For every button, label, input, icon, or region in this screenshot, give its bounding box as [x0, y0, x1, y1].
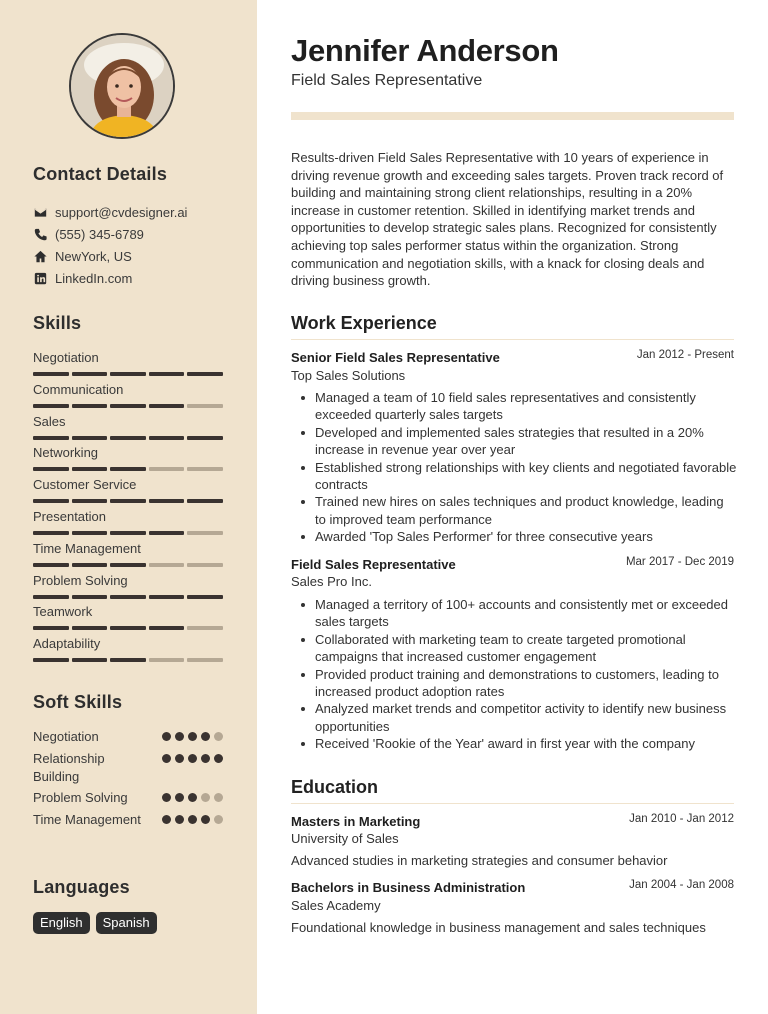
job-company: Top Sales Solutions	[291, 368, 406, 383]
languages-list	[33, 912, 157, 934]
skill-level-bar	[33, 467, 223, 471]
skill-level-segment	[187, 626, 223, 630]
skill-level-segment	[110, 372, 146, 376]
contact-location-text: NewYork, US	[55, 248, 132, 264]
contact-email[interactable]	[33, 203, 187, 221]
rating-dot	[188, 793, 197, 802]
soft-skill-item	[33, 728, 223, 746]
sidebar	[0, 0, 257, 1014]
skill-level-bar	[33, 372, 223, 376]
skill-level-segment	[72, 372, 108, 376]
education-section-title: Education	[291, 777, 379, 797]
skill-name: Presentation	[33, 509, 106, 524]
skill-level-segment	[187, 499, 223, 503]
skill-name: Networking	[33, 445, 99, 461]
skill-level-segment	[149, 626, 185, 630]
phone-icon	[33, 227, 47, 241]
skill-item	[33, 636, 223, 662]
skill-level-segment	[33, 404, 69, 408]
education-school: University of Sales	[291, 831, 399, 846]
skill-level-segment	[33, 436, 69, 440]
job-company: Sales Pro Inc.	[291, 574, 372, 589]
skill-level-segment	[149, 467, 185, 471]
soft-skill-rating	[162, 732, 223, 746]
skill-level-segment	[33, 563, 69, 567]
envelope-icon	[33, 205, 47, 219]
skill-level-segment	[33, 372, 69, 376]
skill-level-segment	[72, 436, 108, 440]
skill-level-segment	[33, 531, 69, 535]
skill-level-segment	[149, 531, 185, 535]
work-section-title: Work Experience	[291, 313, 437, 333]
job-title: Senior Field Sales Representative	[291, 350, 500, 365]
rating-dot	[201, 793, 210, 802]
skill-name: Sales	[33, 413, 66, 429]
skill-level-segment	[187, 658, 223, 662]
job-bullets	[315, 596, 737, 753]
education-school: Sales Academy	[291, 898, 381, 913]
skill-name: Problem Solving	[33, 572, 128, 588]
skill-name: Adaptability	[33, 636, 101, 652]
rating-dot	[162, 754, 171, 763]
soft-skill-name: Relationship Building	[33, 751, 105, 784]
skill-level-segment	[149, 595, 185, 599]
skill-level-segment	[72, 626, 108, 630]
list-item: Awarded 'Top Sales Performer' for three consecutive years	[315, 528, 737, 545]
contact-phone[interactable]	[33, 225, 144, 243]
rating-dot	[201, 732, 210, 741]
list-item: Collaborated with marketing team to create targeted promotional campaigns that increased customer engagement	[315, 631, 737, 666]
skills-section-title: Skills	[33, 313, 82, 333]
soft-skill-name: Time Management	[33, 812, 141, 827]
rating-dot	[188, 754, 197, 763]
education-divider	[291, 803, 734, 804]
skill-level-bar	[33, 626, 223, 630]
skill-level-segment	[72, 595, 108, 599]
list-item: Established strong relationships with key clients and negotiated favorable contracts	[315, 459, 737, 493]
skill-level-bar	[33, 531, 223, 535]
language-badge: Spanish	[96, 912, 157, 934]
skill-item	[33, 445, 223, 471]
list-item: Managed a team of 10 field sales representatives and consistently exceeded quarterly sales targets	[315, 389, 737, 424]
skill-item	[33, 509, 223, 535]
skill-item	[33, 414, 223, 440]
header-divider	[291, 112, 734, 120]
language-badge: English	[33, 912, 90, 934]
skill-item	[33, 350, 223, 376]
person-portrait-icon	[71, 35, 175, 139]
skill-item	[33, 541, 223, 567]
rating-dot	[188, 815, 197, 824]
soft-skill-item	[33, 811, 223, 829]
skill-level-segment	[149, 404, 185, 408]
skill-level-segment	[149, 499, 185, 503]
job-title: Field Sales Representative	[291, 557, 456, 572]
job-date: Mar 2017 - Dec 2019	[625, 556, 734, 568]
skill-level-segment	[149, 563, 185, 567]
rating-dot	[175, 732, 184, 741]
soft-skill-name: Problem Solving	[33, 790, 128, 805]
skill-level-segment	[33, 595, 69, 599]
skill-level-segment	[72, 404, 108, 408]
skill-item	[33, 573, 223, 599]
main-content	[257, 0, 768, 1014]
skill-name: Teamwork	[33, 604, 93, 620]
summary-text: Results-driven Field Sales Representative with 10 years of experience in driving revenue growth and exceeding sales targets. Proven track record of building and maintaining strong client relationships, resulting in a 20% increase in customer retention. Skilled in identifying market trends and opportunities to develop strategic sales plans. Recognized for consistently achieving top sales performer status within the organization. Strong communication and negotiation skills, with a knack for closing deals and driving business growth.	[291, 150, 724, 289]
skill-level-segment	[149, 436, 185, 440]
contact-email-text: support@cvdesigner.ai	[55, 204, 188, 220]
soft-skill-item	[33, 789, 223, 807]
skill-level-segment	[110, 404, 146, 408]
skill-name: Negotiation	[33, 350, 99, 365]
education-degree: Masters in Marketing	[291, 814, 421, 829]
skill-level-segment	[187, 467, 223, 471]
languages-section-title: Languages	[33, 877, 130, 897]
soft-skill-name: Negotiation	[33, 729, 99, 744]
skill-level-segment	[33, 626, 69, 630]
skill-level-segment	[187, 404, 223, 408]
linkedin-icon	[33, 271, 47, 285]
skill-level-bar	[33, 595, 223, 599]
skill-level-segment	[110, 658, 146, 662]
list-item: Trained new hires on sales techniques and product knowledge, leading to improved team performance	[315, 493, 737, 528]
soft-skill-item	[33, 750, 223, 786]
skill-name: Communication	[33, 381, 124, 397]
skill-level-segment	[72, 499, 108, 503]
skill-level-segment	[110, 436, 146, 440]
skill-level-segment	[72, 467, 108, 471]
education-degree: Bachelors in Business Administration	[291, 880, 526, 895]
contact-section-title: Contact Details	[33, 164, 168, 184]
skill-level-bar	[33, 436, 223, 440]
skill-item	[33, 604, 223, 630]
skill-item	[33, 382, 223, 408]
education-description: Foundational knowledge in business management and sales techniques	[291, 920, 706, 935]
skill-level-segment	[149, 372, 185, 376]
skill-level-segment	[110, 626, 146, 630]
soft-skill-rating	[162, 754, 223, 786]
skill-level-bar	[33, 499, 223, 503]
soft-skill-rating	[162, 793, 223, 807]
skill-level-segment	[33, 499, 69, 503]
contact-linkedin[interactable]	[33, 269, 132, 287]
list-item: Received 'Rookie of the Year' award in first year with the company	[315, 735, 737, 752]
job-date: Jan 2012 - Present	[636, 349, 734, 361]
contact-linkedin-text: LinkedIn.com	[55, 270, 133, 286]
rating-dot	[214, 732, 223, 741]
skill-level-bar	[33, 404, 223, 408]
list-item: Developed and implemented sales strategies that resulted in a 20% increase in revenue year over year	[315, 424, 737, 459]
skill-level-segment	[187, 595, 223, 599]
skill-level-segment	[187, 563, 223, 567]
soft-skills-section-title: Soft Skills	[33, 692, 123, 712]
list-item: Analyzed market trends and competitor activity to identify new business opportunities	[315, 700, 737, 735]
education-date: Jan 2010 - Jan 2012	[629, 813, 734, 825]
skill-level-bar	[33, 563, 223, 567]
soft-skill-rating	[162, 815, 223, 829]
skill-level-segment	[72, 531, 108, 535]
rating-dot	[162, 815, 171, 824]
rating-dot	[175, 815, 184, 824]
rating-dot	[162, 793, 171, 802]
work-divider	[291, 339, 734, 340]
skill-level-bar	[33, 658, 223, 662]
skill-level-segment	[110, 499, 146, 503]
skill-name: Customer Service	[33, 477, 137, 493]
candidate-role: Field Sales Representative	[291, 72, 483, 89]
list-item: Managed a territory of 100+ accounts and consistently met or exceeded sales targets	[315, 596, 737, 631]
profile-photo	[69, 33, 175, 139]
skill-level-segment	[33, 467, 69, 471]
skill-level-segment	[110, 563, 146, 567]
job-bullets	[315, 389, 737, 546]
rating-dot	[162, 732, 171, 741]
rating-dot	[175, 793, 184, 802]
skill-level-segment	[187, 531, 223, 535]
skill-item	[33, 477, 223, 503]
contact-phone-text: (555) 345-6789	[55, 226, 144, 242]
skill-level-segment	[72, 658, 108, 662]
skill-name: Time Management	[33, 540, 141, 556]
rating-dot	[175, 754, 184, 763]
rating-dot	[214, 793, 223, 802]
rating-dot	[201, 815, 210, 824]
skill-level-segment	[187, 372, 223, 376]
skill-level-segment	[110, 467, 146, 471]
list-item: Provided product training and demonstrations to customers, leading to increased product adoption rates	[315, 666, 737, 701]
rating-dot	[214, 754, 223, 763]
contact-location	[33, 247, 132, 265]
education-date: Jan 2004 - Jan 2008	[629, 879, 734, 891]
home-icon	[33, 249, 47, 263]
skill-level-segment	[33, 658, 69, 662]
skill-level-segment	[110, 531, 146, 535]
rating-dot	[214, 815, 223, 824]
rating-dot	[188, 732, 197, 741]
education-description: Advanced studies in marketing strategies and consumer behavior	[291, 853, 668, 868]
rating-dot	[201, 754, 210, 763]
candidate-name: Jennifer Anderson	[291, 33, 559, 68]
skill-level-segment	[110, 595, 146, 599]
skill-level-segment	[72, 563, 108, 567]
skill-level-segment	[149, 658, 185, 662]
skill-level-segment	[187, 436, 223, 440]
